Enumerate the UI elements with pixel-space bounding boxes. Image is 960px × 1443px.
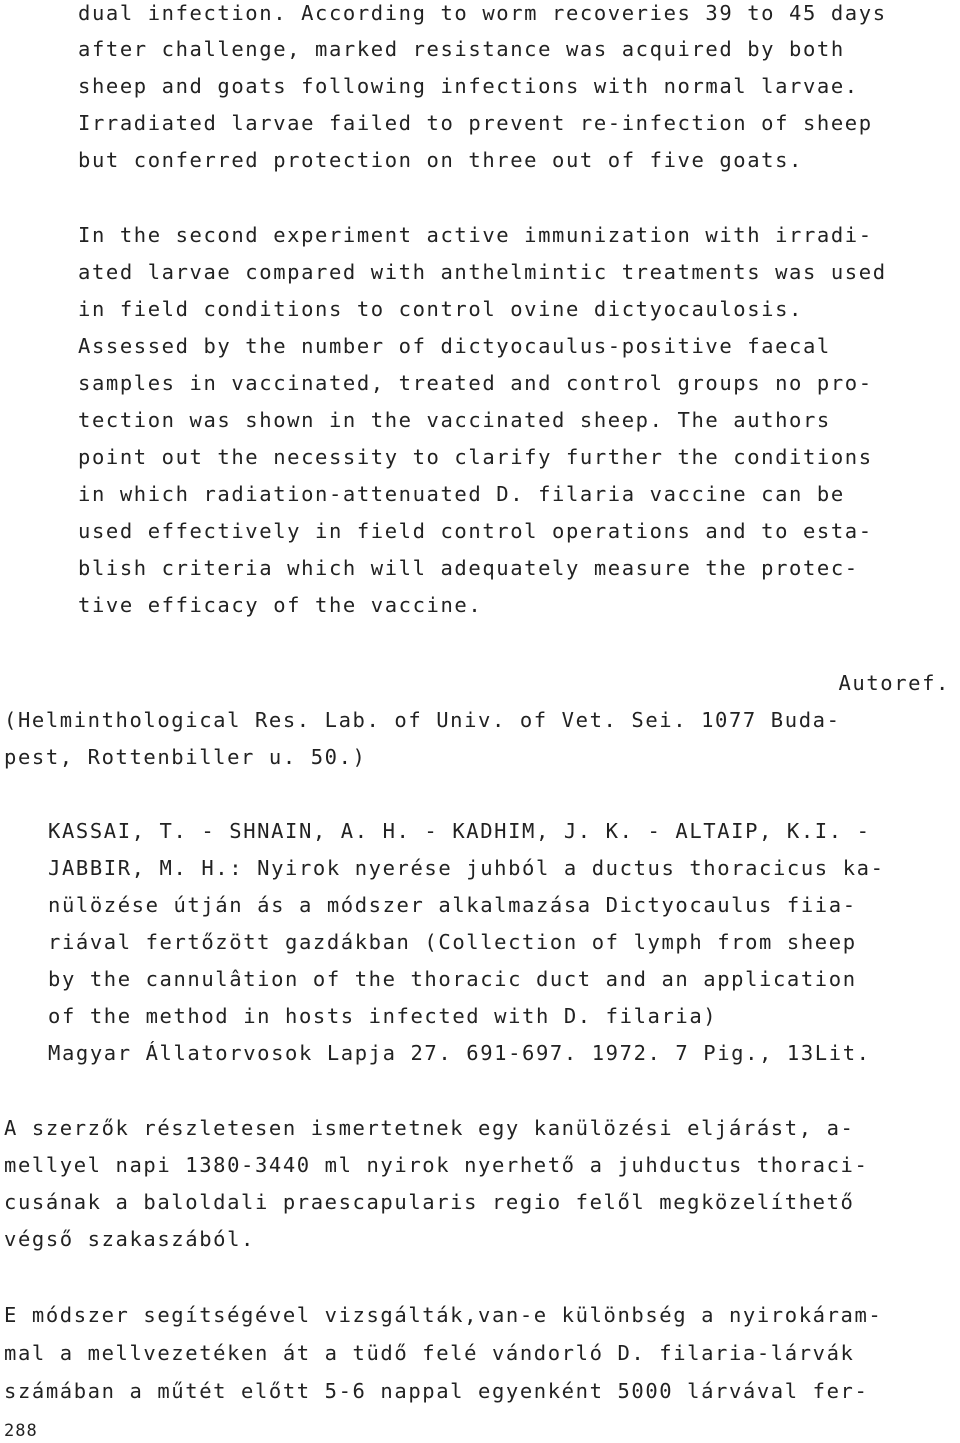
text-line: Irradiated larvae failed to prevent re-infection of sheep	[78, 111, 873, 135]
citation-authors: KASSAI, T. - SHNAIN, A. H. - KADHIM, J. K. - ALTAIP, K.I. -	[48, 819, 871, 843]
text-line: after challenge, marked resistance was acquired by both	[78, 37, 845, 61]
text-line: mal a mellvezetéken át a tüdő felé vándorló D. filaria-lárvák	[4, 1341, 855, 1365]
text-line: E módszer segítségével vizsgálták,van-e különbség a nyirokáram-	[4, 1303, 883, 1327]
text-line: In the second experiment active immunization with irradi-	[78, 223, 873, 247]
text-line: pest, Rottenbiller u. 50.)	[4, 745, 367, 769]
text-line: (Helminthological Res. Lab. of Univ. of Vet. Sei. 1077 Buda-	[4, 708, 841, 732]
text-line: blish criteria which will adequately measure the protec-	[78, 556, 859, 580]
text-line: tive efficacy of the vaccine.	[78, 593, 483, 617]
text-line: végső szakaszából.	[4, 1227, 255, 1251]
text-line: of the method in hosts infected with D. filaria)	[48, 1004, 718, 1028]
text-line: tection was shown in the vaccinated sheep. The authors	[78, 408, 831, 432]
text-line: used effectively in field control operations and to esta-	[78, 519, 873, 543]
text-line: sheep and goats following infections with normal larvae.	[78, 74, 859, 98]
text-line: JABBIR, M. H.: Nyirok nyerése juhból a ductus thoracicus ka-	[48, 856, 885, 880]
text-line: but conferred protection on three out of five goats.	[78, 148, 803, 172]
page-number: 288	[4, 1421, 38, 1441]
text-line: riával fertőzött gazdákban (Collection of lymph from sheep	[48, 930, 857, 954]
text-line: dual infection. According to worm recoveries 39 to 45 days	[78, 1, 887, 25]
text-line: A szerzők részletesen ismertetnek egy kanülözési eljárást, a-	[4, 1116, 855, 1140]
citation-source: Magyar Állatorvosok Lapja 27. 691-697. 1972. 7 Pig., 13Lit.	[48, 1041, 871, 1065]
text-line: samples in vaccinated, treated and control groups no pro-	[78, 371, 873, 395]
text-line: by the cannulâtion of the thoracic duct and an application	[48, 967, 857, 991]
text-line: point out the necessity to clarify further the conditions	[78, 445, 873, 469]
text-line: in which radiation-attenuated D. filaria vaccine can be	[78, 482, 845, 506]
text-line: in field conditions to control ovine dictyocaulosis.	[78, 297, 803, 321]
autoref-signature: Autoref.	[838, 671, 950, 695]
text-line: cusának a baloldali praescapularis regio felől megközelíthető	[4, 1190, 855, 1214]
text-line: Assessed by the number of dictyocaulus-positive faecal	[78, 334, 831, 358]
text-line: mellyel napi 1380-3440 ml nyirok nyerhető a juhductus thoraci-	[4, 1153, 869, 1177]
text-line: ated larvae compared with anthelmintic treatments was used	[78, 260, 887, 284]
text-line: nülözése útján ás a módszer alkalmazása Dictyocaulus fiia-	[48, 893, 857, 917]
text-line: számában a műtét előtt 5-6 nappal egyenként 5000 lárvával fer-	[4, 1379, 869, 1403]
